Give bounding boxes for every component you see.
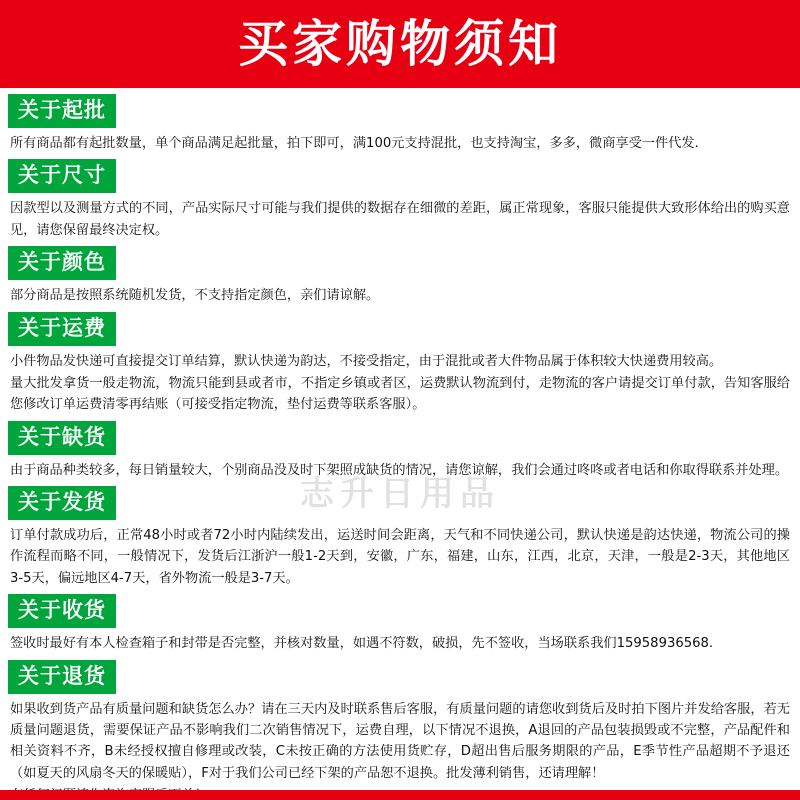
- section-paragraph: 订单付款成功后，正常48小时或者72小时内陆续发出，运送时间会距离，天气和不同快递公司，默认快递是韵达快递，物流公司的操作流程而略不同，一般情况下，发货后江浙沪一般1-2天到，安徽，广东，福建，山东，江西，北京，天津，一般是2-3天，其他地区3-5天，偏远地区4-7天，省外物流一般是3-7天。: [10, 528, 790, 586]
- section-paragraph: 所有商品都有起批数量，单个商品满足起批量，拍下即可，满100元支持混批，也支持淘宝，多多，微商享受一件代发.: [10, 136, 699, 151]
- section-paragraph: 部分商品是按照系统随机发货，不支持指定颜色，亲们请谅解。: [10, 288, 380, 304]
- section-body: [8, 694, 792, 800]
- section-heading: 关于发货: [8, 486, 116, 520]
- section-body: [8, 520, 792, 592]
- section-size: [8, 159, 792, 244]
- notice-content: [0, 88, 800, 800]
- footer-bar: [0, 790, 800, 800]
- section-paragraph: 因款型以及测量方式的不同，产品实际尺寸可能与我们提供的数据存在细微的差距，属正常现象，客服只能提供大致形体给出的购买意见，请您保留最终决定权。: [10, 201, 790, 238]
- section-shipping-fee: [8, 312, 792, 419]
- watermark: 志升日用品: [300, 474, 500, 514]
- section-delivery: [8, 486, 792, 592]
- section-paragraph: 量大批发拿货一般走物流，物流只能到县或者市，不指定乡镇或者区，运费默认物流到付，走物流的客户请提交订单付款，告知客服给您修改订单运费清零再结账（可接受指定物流，垫付运费等联系客服）。: [10, 375, 790, 413]
- section-paragraph: 如果收到货产品有质量问题和缺货怎么办？请在三天内及时联系售后客服，有质量问题的请您收到货后及时拍下图片并发给客服，若无质量问题退货，需要保证产品不影响我们二次销售情况下，运费自理，以下情况不退换，A退回的产品包装损毁或不完整，产品配件和相关资料不齐，B未经授权擅自修理或改装，C未按正确的方法使用货贮存，D超出售后服务期限的产品，E季节性产品超期不予退还（如夏天的风扇冬天的保暖贴），F对于我们公司已经下架的产品恕不退换。批发薄利销售，还请理解！: [10, 701, 790, 781]
- section-receiving: [8, 594, 792, 657]
- section-body: [8, 280, 792, 309]
- section-paragraph: 由于商品种类较多，每日销量较大，个别商品没及时下架照成缺货的情况，请您谅解，我们会通过咚咚或者电话和你取得联系并处理。: [10, 462, 789, 478]
- section-heading: 关于缺货: [8, 421, 116, 455]
- section-out-of-stock: [8, 421, 792, 484]
- section-heading: 关于尺寸: [8, 159, 116, 193]
- section-body: [8, 346, 792, 419]
- section-body: [8, 628, 792, 657]
- section-heading: 关于运费: [8, 312, 116, 346]
- section-body: [8, 455, 792, 484]
- section-paragraph: 小件物品发快递可直接提交订单结算，默认快递为韵达，不接受指定，由于混批或者大件物品属于体积较大快递费用较高。: [10, 353, 723, 369]
- section-body: [8, 128, 792, 157]
- section-paragraph: 签收时最好有本人检查箱子和封带是否完整，并核对数量，如遇不符数，破损，先不签收，当场联系我们15958936568.: [10, 636, 714, 652]
- section-heading: 关于起批: [8, 94, 116, 128]
- section-color: [8, 246, 792, 309]
- section-body: [8, 193, 792, 244]
- section-heading: 关于退货: [8, 660, 116, 694]
- section-heading: 关于颜色: [8, 246, 116, 280]
- page-title: 买家购物须知: [238, 15, 562, 73]
- section-returns: [8, 660, 792, 800]
- page-banner: [0, 0, 800, 88]
- section-heading: 关于收货: [8, 594, 116, 628]
- section-wholesale: [8, 94, 792, 157]
